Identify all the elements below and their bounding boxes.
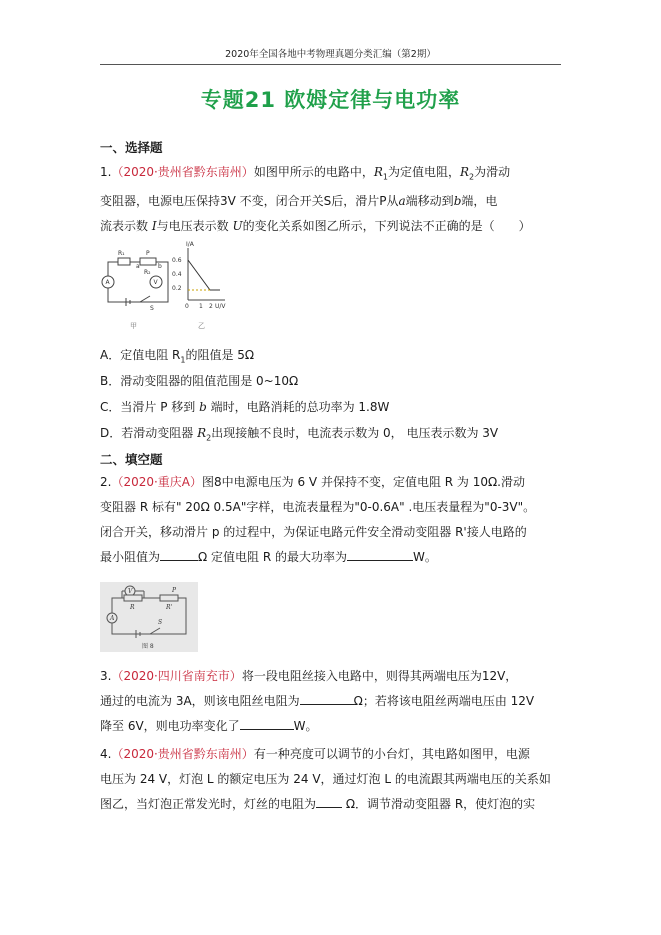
label-r1: R₁ (118, 250, 125, 257)
section-heading-fill: 二、填空题 (100, 452, 163, 467)
question-source: （2020·贵州省黔东南州） (111, 165, 254, 179)
blank-filament-resistance[interactable] (316, 795, 342, 808)
label-p: P (146, 250, 150, 257)
blank-resistance[interactable] (300, 692, 354, 705)
label-s: S (158, 619, 163, 626)
xtick-1: 1 (199, 303, 203, 310)
graph-ylabel: I/A (186, 241, 194, 248)
section-heading-choice: 一、选择题 (100, 140, 163, 155)
ytick-0: 0.6 (172, 257, 182, 264)
graph-line (188, 260, 220, 290)
blank-min-resistance[interactable] (160, 548, 198, 561)
graph-xlabel: U/V (215, 303, 226, 310)
label-ammeter: A (105, 279, 110, 286)
blank-power-change[interactable] (240, 717, 294, 730)
resistor-r (124, 595, 142, 601)
label-a: a (136, 263, 140, 270)
label-voltmeter: V (153, 279, 158, 286)
xtick-0: 0 (185, 303, 189, 310)
question-source: （2020·贵州省黔东南州） (111, 747, 254, 761)
graph-yi (188, 248, 225, 300)
question-1: 1.（2020·贵州省黔东南州）如图甲所示的电路中，$R_1$为定值电阻，$R_2$为滑动 变阻器，电源电压保持3V 不变，闭合开关S后，滑片P从a端移动到b端，电 流表示数 I与电压表示数 U的变化关系如图乙所示，下列说法不正确的是（ ） (100, 165, 531, 234)
switch-icon (140, 296, 150, 302)
ytick-1: 0.4 (172, 271, 182, 278)
q2-figure (100, 582, 198, 652)
resistor-r2 (140, 258, 156, 265)
question-number: 3. (100, 669, 112, 683)
blank-max-power[interactable] (347, 548, 413, 561)
question-source: （2020·四川省南充市） (111, 669, 242, 683)
option-a: A．定值电阻 $R_1$的阻值是 5Ω (100, 348, 255, 365)
question-3: 3.（2020·四川省南充市）将一段电阻丝接入电路中，则得其两端电压为12V， 通过的电流为 3A，则该电阻丝电阻为 Ω；若将该电阻丝两端电压由 12V 降至 6V，则电功率变化了 W。 (100, 669, 535, 733)
label-b: b (158, 263, 162, 270)
page-title: 专题21 欧姆定律与电功率 (200, 88, 461, 112)
running-header: 2020年全国各地中考物理真题分类汇编（第2期） (100, 46, 561, 65)
label-switch: S (150, 305, 154, 312)
resistor-r-prime (160, 595, 178, 601)
fig-label-jia: 甲 (130, 322, 137, 330)
fig-label-yi: 乙 (198, 322, 205, 330)
label-rp: R' (166, 604, 173, 611)
question-4: 4.（2020·贵州省黔东南州）有一种亮度可以调节的小台灯，其电路如图甲，电源 电压为 24 V，灯泡 L 的额定电压为 24 V，通过灯泡 L 的电流跟其两端电压的关系如 图乙，当灯泡正常发光时，灯丝的电阻为 Ω．调节滑动变阻器 R，使灯泡的实 (100, 747, 551, 811)
resistor-r1 (118, 258, 130, 265)
ytick-2: 0.2 (172, 285, 182, 292)
figure-caption: 图 8 (142, 643, 154, 650)
q1-figure (100, 240, 270, 332)
label-p: P (172, 587, 177, 594)
question-number: 4. (100, 747, 112, 761)
xtick-2: 2 (209, 303, 213, 310)
label-r: R (130, 604, 135, 611)
question-number: 2. (100, 475, 112, 489)
label-v: V (128, 588, 133, 595)
option-b: B．滑动变阻器的阻值范围是 0~10Ω (100, 374, 299, 388)
label-r2: R₂ (144, 269, 151, 276)
option-d: D．若滑动变阻器 $R_2$出现接触不良时，电流表示数为 0， 电压表示数为 3V (100, 426, 499, 443)
question-source: （2020·重庆A） (111, 475, 203, 489)
option-c: C．当滑片 P 移到 b 端时，电路消耗的总功率为 1.8W (100, 400, 390, 414)
question-number: 1. (100, 165, 112, 179)
label-a: A (110, 615, 115, 622)
question-2: 2.（2020·重庆A）图8中电源电压为 6 V 并保持不变，定值电阻 R 为 10Ω.滑动 变阻器 R 标有" 20Ω 0.5A"字样，电流表量程为"0-0.6A" .电压表量程为"0-3V"。 闭合开关，移动滑片 p 的过程中，为保证电路元件安全滑动变阻器 R'接人电路的 最小阻值为 Ω 定值电阻 R 的最大功率为 W。 (100, 475, 536, 564)
